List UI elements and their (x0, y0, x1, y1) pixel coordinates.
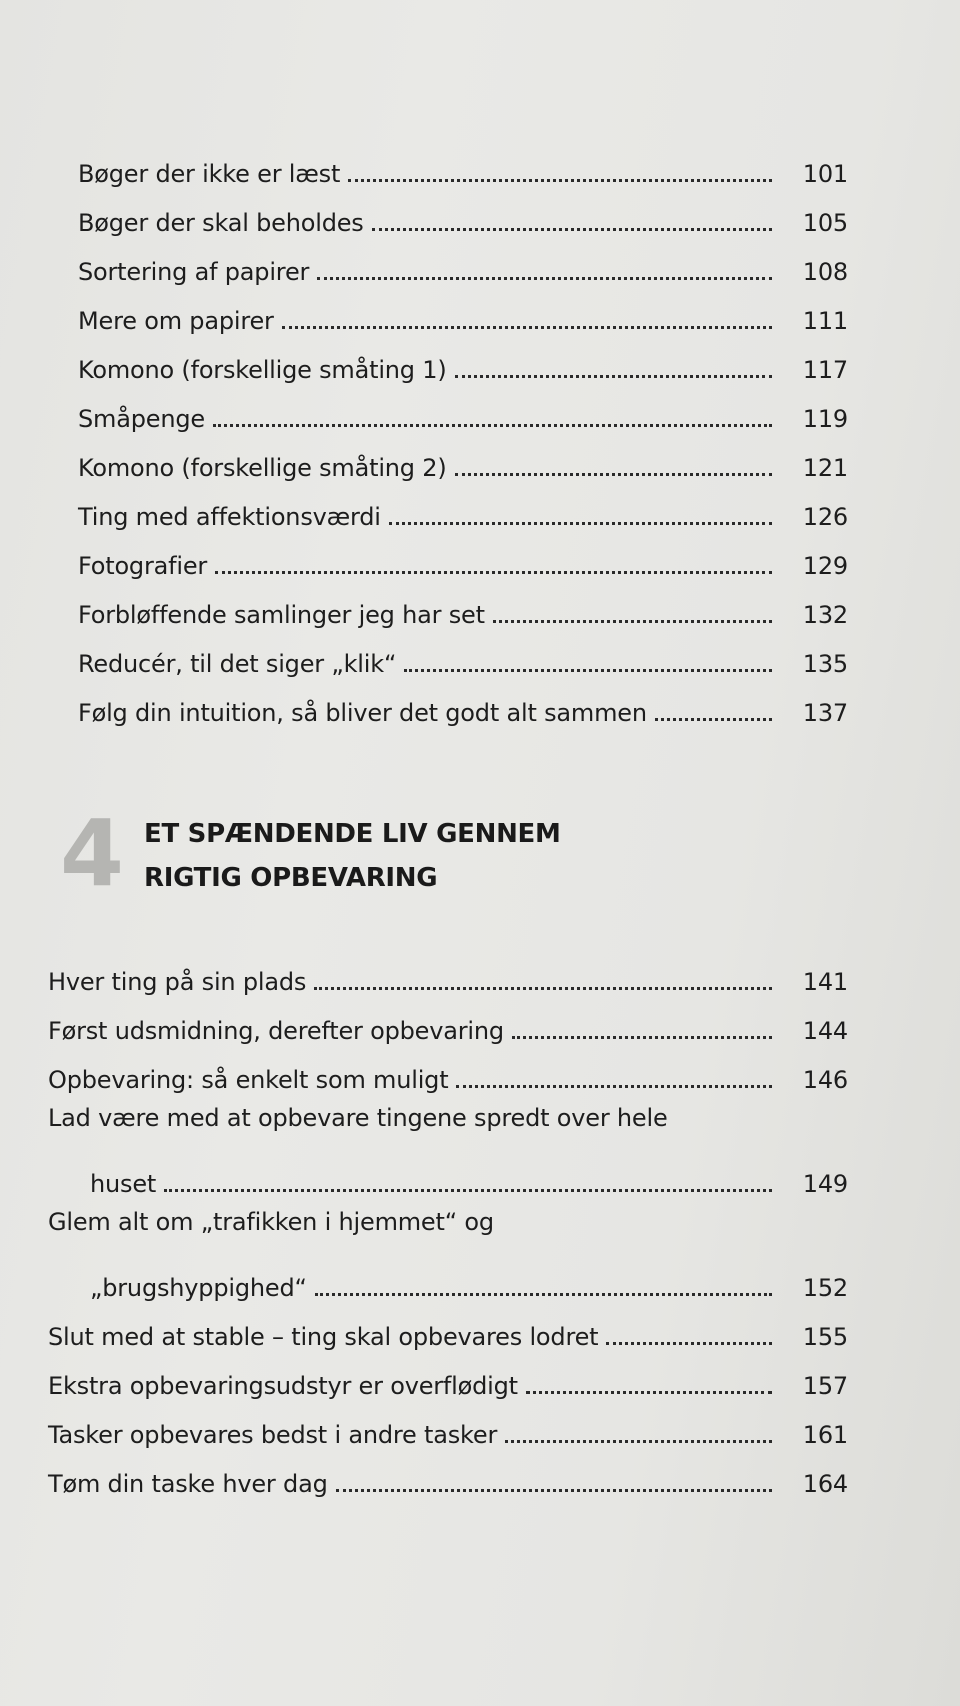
toc-entry (48, 1401, 848, 1450)
toc-entry (78, 630, 848, 679)
toc-leader-dots (282, 326, 772, 329)
toc-entry-page: 105 (802, 209, 848, 237)
toc-entry-title: Forbløffende samlinger jeg har set (78, 601, 485, 629)
toc-entry-title: Tøm din taske hver dag (48, 1470, 328, 1498)
toc-entry-page: 144 (802, 1017, 848, 1045)
chapter-title-line: ET SPÆNDENDE LIV GENNEM (144, 819, 561, 849)
toc-entry-title: Småpenge (78, 405, 205, 433)
toc-entry-page: 101 (802, 160, 848, 188)
toc-entry-page: 155 (802, 1323, 848, 1351)
toc-entry (48, 1450, 848, 1499)
chapter-number: 4 (60, 800, 125, 907)
toc-entry (48, 948, 848, 997)
toc-entry (48, 1046, 848, 1095)
toc-leader-dots (455, 473, 773, 476)
toc-entry-title: Opbevaring: så enkelt som muligt (48, 1066, 449, 1094)
toc-entry-page: 146 (802, 1066, 848, 1094)
toc-entry (78, 581, 848, 630)
toc-entry-title: Mere om papirer (78, 307, 274, 335)
toc-entry-title: Først udsmidning, derefter opbevaring (48, 1017, 504, 1045)
toc-entry-page: 132 (802, 601, 848, 629)
toc-entry-title: Tasker opbevares bedst i andre tasker (48, 1421, 498, 1449)
toc-leader-dots (493, 620, 772, 623)
toc-leader-dots (164, 1189, 772, 1192)
toc-leader-dots (215, 571, 772, 574)
toc-leader-dots (404, 669, 772, 672)
toc-leader-dots (348, 179, 772, 182)
toc-leader-dots (315, 1293, 772, 1296)
toc-entry-page: 137 (802, 699, 848, 727)
toc-entry-page: 111 (802, 307, 848, 335)
toc-entry-page: 152 (802, 1274, 848, 1302)
toc-leader-dots (336, 1489, 772, 1492)
toc-entry-title: Glem alt om „trafikken i hjemmet“ og (48, 1208, 494, 1236)
toc-entry-title: Følg din intuition, så bliver det godt alt sammen (78, 699, 647, 727)
toc-leader-dots (655, 718, 772, 721)
toc-leader-dots (505, 1440, 772, 1443)
toc-top-list (78, 140, 848, 728)
toc-entry-page: 161 (802, 1421, 848, 1449)
toc-entry-title: Komono (forskellige småting 1) (78, 356, 447, 384)
toc-entry-page: 117 (802, 356, 848, 384)
chapter-title (144, 812, 561, 900)
toc-entry-page: 108 (802, 258, 848, 286)
toc-entry (48, 997, 848, 1046)
toc-entry-title: Hver ting på sin plads (48, 968, 307, 996)
chapter-heading (60, 800, 760, 908)
toc-entry (78, 238, 848, 287)
toc-entry-page: 126 (802, 503, 848, 531)
toc-entry-page: 135 (802, 650, 848, 678)
toc-entry-title: Fotografier (78, 552, 208, 580)
toc-entry-title: Lad være med at opbevare tingene spredt over hele (48, 1104, 668, 1132)
toc-entry-page: 119 (802, 405, 848, 433)
toc-entry (78, 385, 848, 434)
toc-entry-title-line2: huset (90, 1170, 157, 1198)
toc-leader-dots (512, 1036, 772, 1039)
toc-entry-title: Ting med affektionsværdi (78, 503, 381, 531)
toc-entry-title: Sortering af papirer (78, 258, 310, 286)
toc-entry (48, 1352, 848, 1401)
toc-entry (78, 483, 848, 532)
toc-entry-page: 141 (802, 968, 848, 996)
toc-leader-dots (372, 228, 772, 231)
toc-entry-title: Reducér, til det siger „klik“ (78, 650, 397, 678)
toc-entry (48, 1303, 848, 1352)
toc-entry-page: 121 (802, 454, 848, 482)
toc-entry-continuation (48, 1145, 848, 1199)
toc-entry-title: Slut med at stable – ting skal opbevares lodret (48, 1323, 599, 1351)
toc-entry-page: 129 (802, 552, 848, 580)
toc-entry (78, 140, 848, 189)
toc-entry-page: 157 (802, 1372, 848, 1400)
toc-entry (78, 287, 848, 336)
toc-leader-dots (456, 1085, 772, 1088)
toc-leader-dots (314, 987, 772, 990)
toc-leader-dots (526, 1391, 772, 1394)
toc-entry (48, 1095, 848, 1199)
toc-entry (78, 532, 848, 581)
toc-leader-dots (317, 277, 772, 280)
toc-entry-page: 164 (802, 1470, 848, 1498)
toc-entry-title: Bøger der skal beholdes (78, 209, 364, 237)
toc-entry (78, 679, 848, 728)
toc-bottom-list (48, 948, 848, 1499)
toc-entry (78, 434, 848, 483)
toc-leader-dots (389, 522, 772, 525)
chapter-title-line: RIGTIG OPBEVARING (144, 863, 438, 893)
toc-entry-title-line2: „brugshyppighed“ (90, 1274, 307, 1302)
toc-entry-title: Komono (forskellige småting 2) (78, 454, 447, 482)
toc-leader-dots (606, 1342, 772, 1345)
toc-entry-page: 149 (802, 1170, 848, 1198)
toc-entry-title: Ekstra opbevaringsudstyr er overflødigt (48, 1372, 518, 1400)
toc-leader-dots (455, 375, 773, 378)
toc-entry (78, 189, 848, 238)
toc-entry-title: Bøger der ikke er læst (78, 160, 341, 188)
toc-leader-dots (213, 424, 772, 427)
toc-entry (78, 336, 848, 385)
toc-entry-continuation (48, 1249, 848, 1303)
toc-entry (48, 1199, 848, 1303)
